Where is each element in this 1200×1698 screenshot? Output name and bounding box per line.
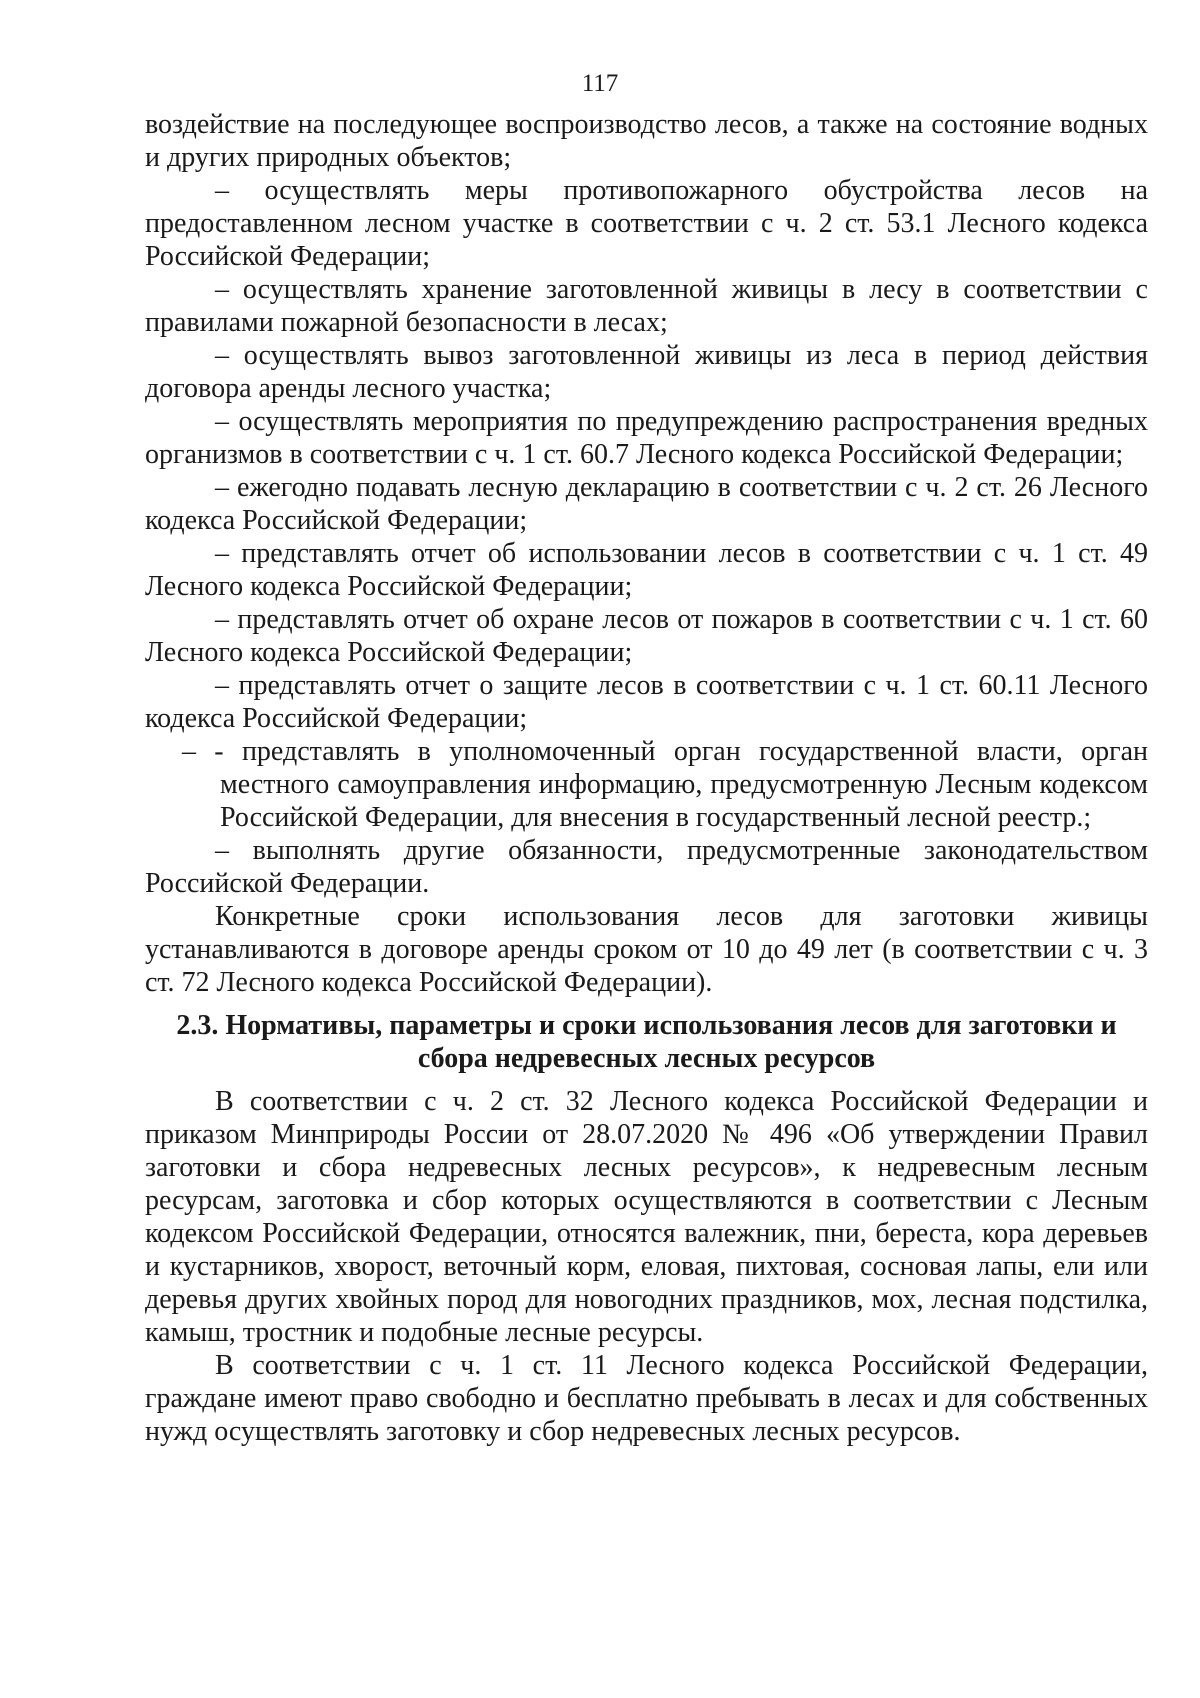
page-number: 117 xyxy=(581,70,619,97)
obligation-fire-measures: – осуществлять меры противопожарного обустройства лесов на предоставленном лесном участке в соответствии с ч. 2 ст. 53.1 Лесного кодекса Российской Федерации; xyxy=(145,175,1148,272)
section-heading: 2.3. Нормативы, параметры и сроки использования лесов для заготовки и сбора недревесных лесных ресурсов xyxy=(176,1010,1117,1074)
paragraph-usage-terms: Конкретные сроки использования лесов для заготовки живицы устанавливаются в договоре аренды сроком от 10 до 49 лет (в соответствии с ч. 3 ст. 72 Лесного кодекса Российской Федерации). xyxy=(145,901,1148,998)
obligation-forest-protection-report: – представлять отчет о защите лесов в соответствии с ч. 1 ст. 60.11 Лесного кодекса Российской Федерации; xyxy=(145,670,1148,734)
obligation-other-duties: – выполнять другие обязанности, предусмотренные законодательством Российской Федерации. xyxy=(145,835,1148,899)
obligation-fire-protection-report: – представлять отчет об охране лесов от пожаров в соответствии с ч. 1 ст. 60 Лесного кодекса Российской Федерации; xyxy=(145,604,1148,668)
obligation-resin-storage: – осуществлять хранение заготовленной живицы в лесу в соответствии с правилами пожарной безопасности в лесах; xyxy=(145,274,1148,338)
obligation-forest-declaration: – ежегодно подавать лесную декларацию в соответствии с ч. 2 ст. 26 Лесного кодекса Российской Федерации; xyxy=(145,472,1148,536)
obligation-usage-report: – представлять отчет об использовании лесов в соответствии с ч. 1 ст. 49 Лесного кодекса Российской Федерации; xyxy=(145,538,1148,602)
paragraph-citizen-rights: В соответствии с ч. 1 ст. 11 Лесного кодекса Российской Федерации, граждане имеют право свободно и бесплатно пребывать в лесах и для собственных нужд осуществлять заготовку и сбор недревесных лесных ресурсов. xyxy=(145,1350,1148,1447)
paragraph-continuation: воздействие на последующее воспроизводство лесов, а также на состояние водных и других природных объектов; xyxy=(145,109,1148,173)
paragraph-nontimber-resources: В соответствии с ч. 2 ст. 32 Лесного кодекса Российской Федерации и приказом Минприроды России от 28.07.2020 № 496 «Об утверждении Правил заготовки и сбора недревесных лесных ресурсов», к недревесным лесным ресурсам, заготовка и сбор которых осуществляются в соответствии с Лесным кодексом Российской Федерации, относятся валежник, пни, береста, кора деревьев и кустарников, хворост, веточный корм, еловая, пихтовая, сосновая лапы, ели или деревья других хвойных пород для новогодних праздников, мох, лесная подстилка, камыш, тростник и подобные лесные ресурсы. xyxy=(145,1086,1148,1348)
obligation-resin-removal: – осуществлять вывоз заготовленной живицы из леса в период действия договора аренды лесного участка; xyxy=(145,340,1148,404)
obligation-registry-info: – - представлять в уполномоченный орган государственной власти, орган местного самоуправления информацию, предусмотренную Лесным кодексом Российской Федерации, для внесения в государственный лесной реестр.; xyxy=(182,736,1148,833)
document-body xyxy=(145,108,1148,1448)
obligation-pest-prevention: – осуществлять мероприятия по предупреждению распространения вредных организмов в соответствии с ч. 1 ст. 60.7 Лесного кодекса Российской Федерации; xyxy=(145,406,1148,470)
